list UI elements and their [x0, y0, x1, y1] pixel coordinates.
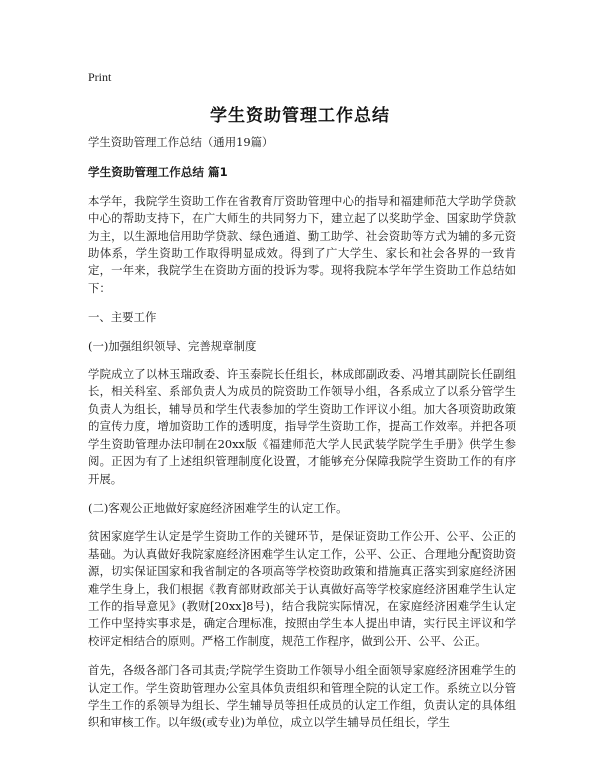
print-label: Print [88, 70, 112, 84]
responsibility-paragraph: 首先，各级各部门各司其责;学院学生资助工作领导小组全面领导家庭经济困难学生的认定工作。学生资助管理办公室具体负责组织和管理全院的认定工作。系统立以分管学生工作的系领导为组长、学生辅导员等担任成员的认定工作组，负责认定的具体组织和审核工作。以年级(或专业)为单位，成立以学生辅导员任组长，学生 [88, 663, 516, 730]
identification-paragraph: 贫困家庭学生认定是学生资助工作的关键环节，是保证资助工作公开、公平、公正的基础。为认真做好我院家庭经济困难学生认定工作，公平、公正、合理地分配资助资源，切实保证国家和我省制定的各项高等学校资助政策和措施真正落实到家庭经济困难学生身上，我们根据《教育部财政部关于认真做好高等学校家庭经济困难学生认定工作的指导意见》(教财[20xx]8号)，结合我院实际情况，在家庭经济困难学生认定工作中坚持实事求是，确定合理标准，按照由学生本人提出申请，实行民主评议和学校评定相结合的原则。严格工作制度，规范工作程序，做到公开、公平、公正。 [88, 529, 516, 648]
intro-paragraph: 本学年，我院学生资助工作在省教育厅资助管理中心的指导和福建师范大学助学贷款中心的帮助支持下，在广大师生的共同努力下，建立起了以奖助学金、国家助学贷款为主，以生源地信用助学贷款、绿色通道、勤工助学、社会资助等方式为辅的多元资助体系，学生资助工作取得明显成效。得到了广大学生、家长和社会各界的一致肯定，一年来，我院学生在资助方面的投诉为零。现将我院本学年学生资助工作总结如下： [88, 193, 516, 295]
heading-main-work: 一、主要工作 [88, 310, 157, 325]
document-subtitle: 学生资助管理工作总结（通用19篇） [88, 135, 274, 149]
page-title: 学生资助管理工作总结 [210, 106, 390, 126]
organization-paragraph: 学院成立了以林玉瑞政委、许玉泰院长任组长，林成郎副政委、冯增其副院长任副组长，相关科室、系部负责人为成员的院资助工作领导小组，各系成立了以系分管学生负责人为组长，辅导员和学生代表参加的学生资助工作评议小组。加大各项资助政策的宣传力度，增加资助工作的透明度，指导学生资助工作，提高工作效率。并把各项学生资助管理办法印制在20xx版《福建师范大学人民武装学院学生手册》供学生参阅。正因为有了上述组织管理制度化设置，才能够充分保障我院学生资助工作的有序开展。 [88, 367, 516, 486]
section-heading: 学生资助管理工作总结 篇1 [88, 165, 228, 180]
heading-identification: (二)客观公正地做好家庭经济困难学生的认定工作。 [88, 500, 348, 515]
heading-organization: (一)加强组织领导、完善规章制度 [88, 338, 257, 353]
document-body [88, 134, 516, 744]
